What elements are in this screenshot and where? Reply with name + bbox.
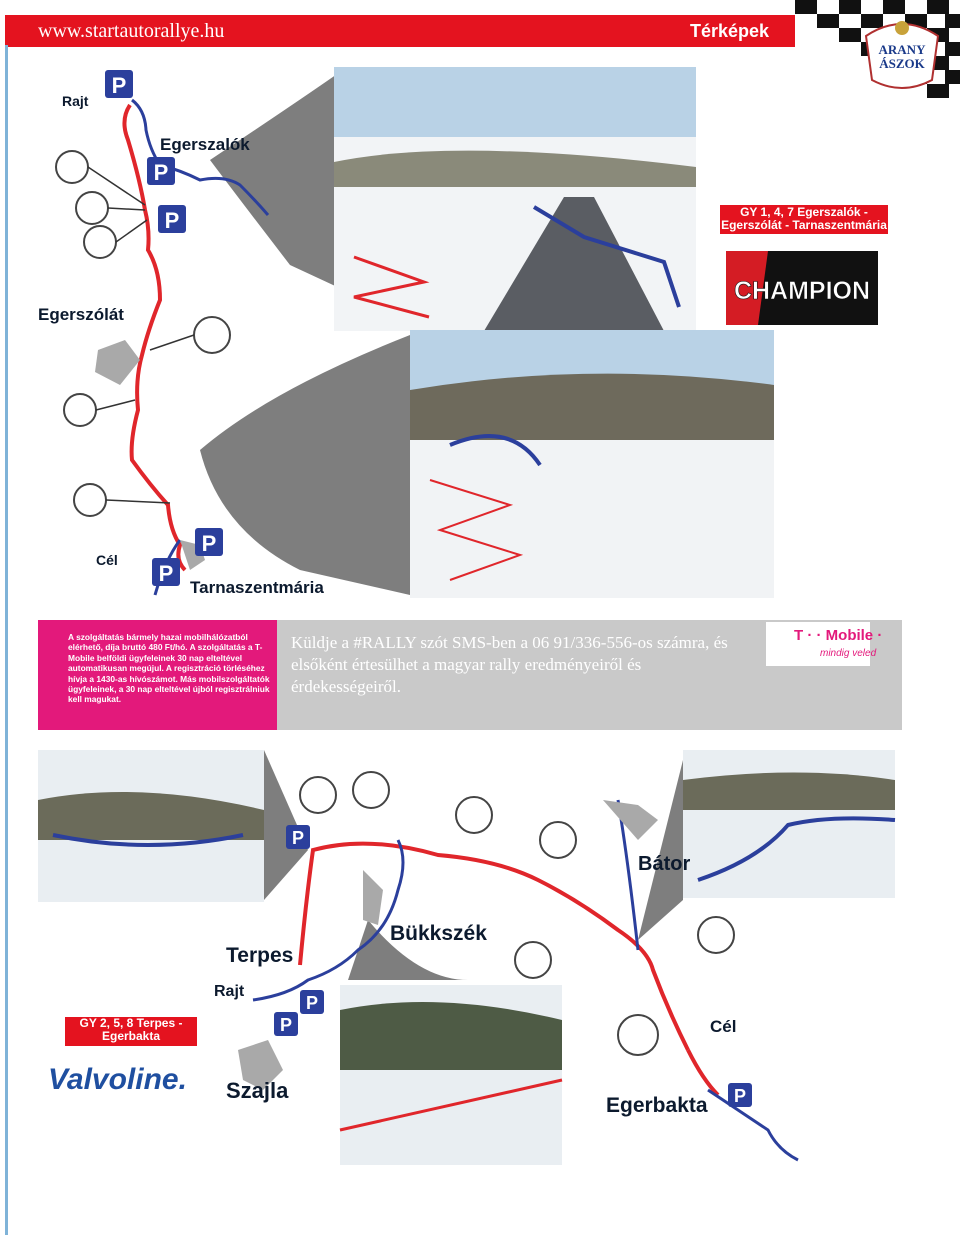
stage-info-line2: Egerszólát - Tarnaszentmária: [721, 218, 887, 232]
valvoline-logo: [48, 1060, 213, 1096]
top-stage-map: [38, 60, 340, 605]
stage-info-line1: GY 2, 5, 8 Terpes -: [79, 1016, 183, 1030]
tmobile-slogan: mindig veled: [820, 648, 877, 659]
parking-sign-label: P: [153, 160, 169, 185]
valvoline-logo-text: Valvoline.: [48, 1063, 187, 1096]
arany-aszok-logo: [860, 14, 944, 94]
tmobile-brand: T · · Mobile ·: [794, 627, 883, 644]
label-szajla: Szajla: [226, 1078, 289, 1103]
stage-info-box-top: [720, 205, 888, 234]
label-finish: Cél: [710, 1017, 737, 1036]
label-tarnaszentmaria: Tarnaszentmária: [190, 578, 324, 597]
site-url[interactable]: www.startautorallye.hu: [38, 20, 225, 42]
ad-fineprint: A szolgáltatás bármely hazai mobilhálózatból elérhető, díja bruttó 480 Ft/hó. A szolgáltatás a T-Mobile belföldi ügyfeleinek 30 nap elteltével automatikusan megújul. A regisztráció törléséhez hívja a 1430-as hívószámot. Más mobilszolgáltatók ügyfeleinek, a 30 nap elteltével újból regisztrálniuk kell magukat.: [68, 632, 270, 705]
logo-line2: ÁSZOK: [879, 56, 925, 71]
label-start: Rajt: [214, 983, 245, 1000]
parking-sign-label: P: [305, 993, 319, 1013]
bottom-stage-map: [38, 740, 902, 1172]
parking-sign-label: P: [201, 531, 217, 556]
stage-info-line1: GY 1, 4, 7 Egerszalók -: [740, 205, 868, 219]
parking-sign-label: P: [111, 73, 127, 98]
stage-photo-egerszalok: [334, 67, 696, 331]
town-shape-egerszolat: [95, 340, 140, 385]
label-bator: Bátor: [638, 853, 691, 875]
label-terpes: Terpes: [226, 944, 294, 967]
label-bukkszek: Bükkszék: [390, 922, 487, 945]
left-rule: [5, 45, 8, 1235]
parking-sign-label: P: [164, 208, 180, 233]
label-start: Rajt: [62, 93, 89, 109]
logo-line1: ARANY: [878, 42, 926, 57]
champion-logo: [718, 243, 888, 333]
label-egerbakta: Egerbakta: [606, 1094, 708, 1117]
stage-photo-tarnaszentmaria: [410, 330, 774, 598]
label-egerszolat: Egerszólát: [38, 305, 124, 324]
ad-main-text: Küldje a #RALLY szót SMS-ben a 06 91/336-556-os számra, és elsőként értesülhet a magyar rally eredményeiről és érdekességeiről.: [291, 633, 728, 696]
parking-sign-label: P: [733, 1086, 747, 1106]
section-title: Térképek: [690, 21, 770, 41]
label-egerszalok: Egerszalók: [160, 135, 250, 154]
stage-info-box-bottom: [65, 1017, 197, 1046]
parking-sign-label: P: [279, 1015, 293, 1035]
label-finish: Cél: [96, 552, 118, 568]
parking-sign-label: P: [158, 561, 174, 586]
champion-logo-text: CHAMPION: [733, 277, 871, 305]
parking-sign-label: P: [291, 828, 305, 848]
stage-info-line2: Egerbakta: [101, 1029, 161, 1043]
